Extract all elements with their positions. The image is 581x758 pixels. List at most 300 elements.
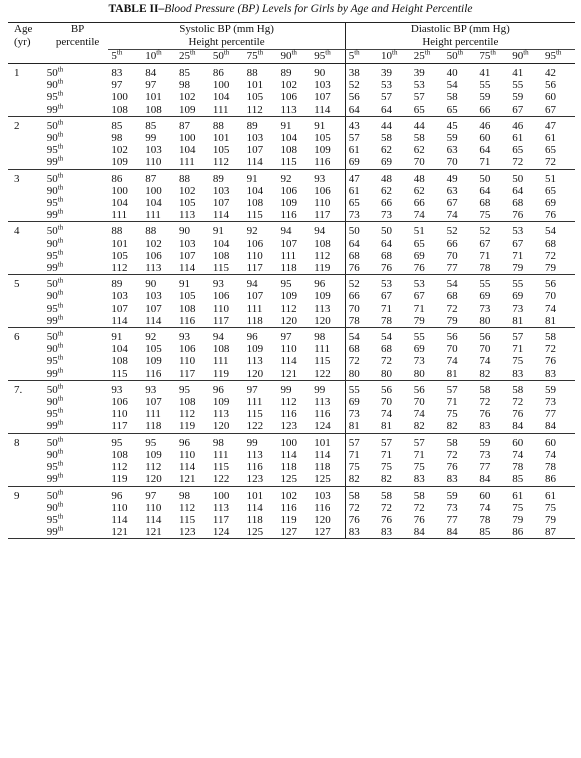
diastolic-value: 44: [413, 119, 425, 132]
systolic-value: 99: [280, 383, 292, 396]
diastolic-value: 71: [345, 449, 378, 461]
diastolic-value: 67: [542, 104, 575, 117]
diastolic-value: 54: [345, 328, 378, 344]
systolic-value: 94: [280, 225, 292, 238]
bp-percentile-cell-suffix: th: [57, 435, 64, 444]
table-row: [8, 197, 575, 209]
systolic-height-col-90-number: 90: [280, 50, 292, 62]
bp-percentile-cell-suffix: th: [57, 524, 64, 533]
bp-percentile-cell: [39, 461, 109, 473]
systolic-value: 108: [179, 396, 196, 409]
diastolic-value: 85: [476, 526, 509, 539]
diastolic-value: 62: [381, 144, 392, 157]
age-cell-blank: [8, 343, 39, 355]
systolic-value: 87: [145, 172, 157, 185]
table-row: [8, 290, 575, 302]
age-cell-blank: [8, 197, 39, 209]
age-cell: 4: [14, 225, 20, 238]
diastolic-value: 45: [446, 119, 458, 132]
systolic-value: 104: [212, 91, 230, 104]
systolic-value: 116: [280, 501, 297, 514]
systolic-value: 106: [179, 343, 196, 356]
diastolic-value: 57: [345, 433, 378, 449]
bp-percentile-cell: [39, 185, 109, 197]
bp-percentile-cell-suffix: th: [57, 512, 64, 521]
systolic-value: 96: [314, 278, 326, 291]
diastolic-value: 73: [413, 355, 425, 368]
diastolic-value: 78: [378, 315, 411, 328]
bp-percentile-cell: [39, 368, 109, 381]
bp-percentile-cell-suffix: th: [57, 406, 64, 415]
diastolic-value: 67: [509, 104, 542, 117]
bp-percentile-cell-number: 50: [46, 67, 58, 79]
diastolic-height-col-95-suffix: th: [555, 48, 562, 57]
diastolic-value: 84: [411, 526, 444, 539]
systolic-height-col-50-number: 50: [212, 50, 224, 62]
bp-percentile-cell-suffix: th: [57, 459, 64, 468]
systolic-value: 92: [280, 172, 292, 185]
systolic-value: 101: [246, 79, 264, 92]
systolic-value: 106: [246, 237, 264, 250]
table-row: [8, 368, 575, 381]
diastolic-value: 65: [411, 104, 444, 117]
diastolic-value: 67: [512, 237, 524, 250]
diastolic-value: 70: [479, 343, 491, 356]
diastolic-value: 69: [413, 249, 425, 262]
bp-percentile-cell-number: 90: [46, 237, 58, 250]
diastolic-value: 50: [381, 225, 392, 238]
systolic-value: 100: [179, 132, 196, 145]
systolic-value: 101: [111, 237, 128, 250]
systolic-value: 116: [246, 461, 263, 474]
systolic-height-col-5-number: 5: [111, 50, 117, 62]
systolic-value: 97: [280, 331, 292, 344]
diastolic-value: 70: [381, 396, 392, 409]
header-systolic: Systolic BP (mm Hg): [108, 23, 345, 37]
bp-percentile-cell-suffix: th: [57, 394, 64, 403]
systolic-value: 114: [280, 355, 297, 368]
diastolic-height-col-10-number: 10: [381, 50, 392, 62]
systolic-value: 114: [108, 315, 142, 328]
bp-percentile-cell-number: 90: [46, 79, 58, 92]
diastolic-value: 64: [479, 184, 491, 197]
bp-percentile-cell-number: 99: [46, 262, 58, 275]
systolic-value: 110: [280, 343, 297, 356]
systolic-value: 112: [145, 461, 162, 474]
age-cell-blank: [8, 473, 39, 486]
diastolic-value: 41: [512, 67, 524, 79]
diastolic-value: 83: [509, 368, 542, 381]
diastolic-value: 74: [413, 408, 425, 421]
diastolic-value: 85: [509, 473, 542, 486]
systolic-value: 91: [212, 225, 224, 238]
diastolic-value: 60: [512, 436, 524, 449]
diastolic-value: 72: [381, 501, 392, 514]
systolic-value: 112: [179, 501, 196, 514]
systolic-value: 108: [280, 144, 297, 157]
systolic-value: 111: [108, 209, 142, 222]
systolic-value: 113: [212, 408, 229, 421]
systolic-value: 118: [280, 461, 297, 474]
diastolic-value: 82: [444, 420, 477, 433]
diastolic-value: 51: [413, 225, 425, 238]
table-row: [8, 486, 575, 502]
diastolic-value: 60: [544, 436, 556, 449]
diastolic-value: 75: [446, 408, 458, 421]
diastolic-value: 65: [544, 184, 556, 197]
header-bp: BP: [39, 23, 109, 37]
systolic-value: 124: [311, 420, 345, 433]
diastolic-value: 79: [509, 262, 542, 275]
diastolic-value: 77: [446, 513, 458, 526]
bp-percentile-cell-suffix: th: [57, 418, 64, 427]
bp-percentile-cell-number: 99: [46, 103, 58, 116]
diastolic-height-col-10-suffix: th: [392, 48, 398, 57]
diastolic-value: 59: [512, 91, 524, 104]
diastolic-value: 60: [479, 132, 491, 145]
diastolic-value: 67: [479, 237, 491, 250]
systolic-value: 105: [111, 249, 128, 262]
systolic-value: 86: [212, 67, 224, 79]
diastolic-value: 84: [476, 473, 509, 486]
table-row: [8, 275, 575, 291]
diastolic-value: 55: [413, 331, 425, 344]
table-row: [8, 473, 575, 486]
systolic-value: 100: [212, 489, 230, 502]
systolic-value: 120: [142, 473, 176, 486]
systolic-value: 85: [179, 67, 191, 79]
systolic-height-col-95: [311, 50, 345, 64]
bp-percentile-cell: [39, 197, 109, 209]
systolic-value: 102: [280, 79, 297, 92]
diastolic-value: 80: [345, 368, 378, 381]
systolic-value: 104: [111, 197, 128, 210]
diastolic-value: 56: [345, 91, 378, 103]
systolic-value: 94: [212, 331, 224, 344]
systolic-value: 111: [280, 249, 297, 262]
header-diastolic-height: Height percentile: [345, 36, 575, 50]
bp-percentile-cell-suffix: th: [57, 500, 64, 509]
systolic-value: 114: [210, 209, 244, 222]
diastolic-value: 76: [413, 513, 425, 526]
bp-percentile-cell-number: 95: [46, 91, 58, 104]
bp-percentile-cell-suffix: th: [57, 207, 64, 216]
diastolic-value: 65: [544, 144, 556, 157]
systolic-value: 104: [212, 237, 230, 250]
systolic-value: 97: [145, 489, 157, 502]
header-blank: [8, 50, 39, 64]
diastolic-value: 78: [512, 461, 524, 474]
bp-percentile-cell: [39, 408, 109, 420]
diastolic-value: 58: [413, 132, 425, 145]
age-cell-blank: [8, 514, 39, 526]
systolic-value: 108: [179, 302, 196, 315]
systolic-value: 114: [314, 448, 331, 461]
diastolic-value: 58: [381, 489, 392, 502]
systolic-value: 88: [246, 67, 258, 79]
systolic-value: 93: [179, 331, 191, 344]
bp-percentile-cell-suffix: th: [57, 223, 64, 232]
systolic-value: 111: [142, 209, 176, 222]
age-cell-blank: [8, 449, 39, 461]
diastolic-value: 58: [512, 383, 524, 396]
systolic-value: 115: [246, 408, 263, 421]
diastolic-value: 47: [345, 169, 378, 185]
systolic-value: 121: [108, 526, 142, 539]
bp-percentile-cell-number: 50: [46, 119, 58, 132]
systolic-value: 103: [145, 144, 162, 157]
diastolic-height-col-75: [476, 50, 509, 64]
diastolic-value: 60: [479, 489, 491, 502]
diastolic-value: 84: [509, 420, 542, 433]
diastolic-value: 73: [512, 302, 524, 315]
diastolic-value: 50: [479, 172, 491, 185]
bp-percentile-cell-number: 95: [46, 461, 58, 474]
bp-percentile-cell-suffix: th: [57, 170, 64, 179]
bp-percentile-cell-number: 90: [46, 132, 58, 145]
systolic-height-col-95-number: 95: [314, 50, 326, 62]
diastolic-value: 60: [544, 91, 556, 104]
systolic-value: 113: [142, 262, 176, 275]
diastolic-value: 82: [411, 420, 444, 433]
systolic-value: 110: [314, 197, 331, 210]
systolic-value: 107: [145, 302, 162, 315]
systolic-value: 114: [142, 315, 176, 328]
bp-percentile-cell: [39, 328, 109, 344]
bp-percentile-cell-suffix: th: [57, 260, 64, 269]
table-row: [8, 169, 575, 185]
bp-percentile-cell-suffix: th: [57, 248, 64, 257]
header-blank: [39, 50, 109, 64]
diastolic-value: 75: [345, 461, 378, 473]
systolic-value: 110: [179, 448, 196, 461]
systolic-value: 104: [111, 343, 128, 356]
diastolic-value: 51: [544, 172, 556, 185]
diastolic-value: 55: [345, 380, 378, 396]
bp-percentile-cell-number: 50: [46, 489, 58, 502]
age-cell: 3: [14, 172, 20, 185]
diastolic-height-col-25-number: 25: [413, 50, 425, 62]
bp-percentile-cell-number: 99: [46, 156, 58, 169]
systolic-value: 87: [179, 119, 191, 132]
diastolic-value: 71: [381, 302, 392, 315]
diastolic-value: 58: [413, 489, 425, 502]
diastolic-value: 79: [512, 513, 524, 526]
bp-percentile-cell-number: 50: [46, 225, 58, 238]
diastolic-value: 72: [509, 156, 542, 169]
systolic-value: 101: [145, 91, 162, 104]
diastolic-value: 77: [444, 262, 477, 275]
systolic-value: 116: [277, 209, 311, 222]
systolic-value: 114: [280, 448, 297, 461]
diastolic-value: 84: [542, 420, 575, 433]
systolic-value: 95: [179, 383, 191, 396]
systolic-value: 104: [280, 132, 297, 145]
diastolic-value: 76: [381, 513, 392, 526]
bp-percentile-cell-suffix: th: [57, 288, 64, 297]
diastolic-value: 64: [345, 104, 378, 117]
systolic-value: 116: [314, 501, 331, 514]
systolic-height-col-50: [210, 50, 244, 64]
table-row: [8, 502, 575, 514]
systolic-value: 118: [277, 262, 311, 275]
bp-percentile-cell-suffix: th: [57, 89, 64, 98]
diastolic-value: 53: [512, 225, 524, 238]
diastolic-value: 55: [512, 79, 524, 92]
diastolic-value: 57: [381, 436, 392, 449]
diastolic-value: 69: [378, 156, 411, 169]
systolic-value: 94: [246, 278, 258, 291]
diastolic-value: 76: [378, 262, 411, 275]
age-cell-blank: [8, 144, 39, 156]
bp-percentile-cell-suffix: th: [57, 118, 64, 127]
diastolic-value: 74: [446, 355, 458, 368]
systolic-value: 103: [314, 489, 331, 502]
systolic-value: 117: [108, 420, 142, 433]
table-row: [8, 132, 575, 144]
diastolic-value: 81: [444, 368, 477, 381]
diastolic-value: 54: [446, 278, 458, 291]
diastolic-height-col-75-number: 75: [479, 50, 491, 62]
diastolic-height-col-75-suffix: th: [490, 48, 496, 57]
bp-percentile-cell-suffix: th: [57, 447, 64, 456]
diastolic-value: 75: [381, 461, 392, 474]
systolic-value: 98: [212, 436, 224, 449]
systolic-value: 115: [210, 262, 244, 275]
diastolic-value: 61: [512, 132, 524, 145]
age-cell-blank: [8, 209, 39, 222]
bp-percentile-cell: [39, 343, 109, 355]
diastolic-value: 76: [544, 355, 556, 368]
table-row: [8, 144, 575, 156]
systolic-value: 111: [314, 343, 330, 356]
diastolic-value: 61: [544, 132, 556, 145]
table-row: [8, 104, 575, 117]
table-row: [8, 209, 575, 222]
systolic-height-col-10-suffix: th: [156, 48, 162, 57]
systolic-value: 114: [145, 513, 162, 526]
diastolic-value: 64: [378, 104, 411, 117]
systolic-value: 110: [212, 302, 229, 315]
systolic-value: 105: [179, 290, 196, 303]
systolic-value: 121: [176, 473, 210, 486]
bp-percentile-cell-number: 95: [46, 197, 58, 210]
diastolic-value: 68: [479, 197, 491, 210]
systolic-value: 104: [179, 144, 196, 157]
systolic-value: 91: [314, 119, 326, 132]
header-systolic-height: Height percentile: [108, 36, 345, 50]
diastolic-height-col-5: [345, 50, 378, 64]
bp-percentile-cell: [39, 380, 109, 396]
systolic-value: 119: [176, 420, 210, 433]
diastolic-value: 41: [479, 67, 491, 79]
header-diastolic: Diastolic BP (mm Hg): [345, 23, 575, 37]
diastolic-value: 44: [381, 119, 392, 132]
bp-percentile-cell-suffix: th: [57, 301, 64, 309]
systolic-value: 108: [108, 104, 142, 117]
diastolic-value: 81: [542, 315, 575, 328]
systolic-value: 123: [277, 420, 311, 433]
diastolic-value: 56: [544, 79, 556, 92]
diastolic-value: 50: [345, 222, 378, 238]
diastolic-value: 76: [542, 209, 575, 222]
bp-percentile-cell-suffix: th: [57, 382, 64, 391]
systolic-value: 83: [111, 67, 123, 79]
age-cell-blank: [8, 396, 39, 408]
diastolic-value: 46: [512, 119, 524, 132]
systolic-value: 102: [145, 237, 162, 250]
diastolic-value: 73: [345, 209, 378, 222]
diastolic-value: 77: [544, 408, 556, 421]
table-row: [8, 91, 575, 103]
systolic-value: 120: [244, 368, 278, 381]
table-body: [8, 64, 575, 539]
diastolic-height-col-90-number: 90: [512, 50, 524, 62]
diastolic-value: 73: [479, 302, 491, 315]
systolic-value: 108: [111, 448, 128, 461]
diastolic-value: 65: [413, 237, 425, 250]
systolic-value: 124: [210, 526, 244, 539]
diastolic-value: 58: [345, 486, 378, 502]
bp-percentile-cell-number: 99: [46, 209, 58, 222]
diastolic-value: 81: [345, 420, 378, 433]
diastolic-value: 82: [378, 473, 411, 486]
age-cell: 1: [14, 67, 20, 79]
systolic-value: 107: [246, 144, 264, 157]
age-cell-blank: [8, 526, 39, 539]
systolic-value: 121: [142, 526, 176, 539]
systolic-value: 107: [179, 249, 196, 262]
bp-percentile-cell-suffix: th: [57, 366, 64, 375]
diastolic-value: 40: [446, 67, 458, 79]
bp-percentile-cell: [39, 262, 109, 275]
diastolic-value: 68: [512, 197, 524, 210]
diastolic-value: 58: [479, 383, 491, 396]
systolic-value: 99: [246, 436, 258, 449]
bp-percentile-cell: [39, 209, 109, 222]
systolic-value: 108: [212, 249, 230, 262]
diastolic-value: 75: [476, 209, 509, 222]
diastolic-value: 69: [413, 343, 425, 356]
systolic-value: 107: [314, 91, 331, 104]
diastolic-value: 59: [544, 383, 556, 396]
systolic-height-col-5: [108, 50, 142, 64]
diastolic-value: 65: [345, 197, 378, 209]
diastolic-value: 49: [446, 172, 458, 185]
diastolic-value: 72: [345, 355, 378, 367]
diastolic-value: 68: [345, 250, 378, 262]
bp-percentile-cell-number: 90: [46, 448, 58, 461]
diastolic-value: 42: [544, 67, 556, 79]
diastolic-value: 72: [446, 302, 458, 315]
systolic-value: 108: [246, 197, 264, 210]
systolic-value: 109: [314, 290, 331, 303]
diastolic-value: 70: [444, 156, 477, 169]
table-row: [8, 355, 575, 367]
systolic-value: 90: [145, 278, 157, 291]
diastolic-value: 66: [446, 237, 458, 250]
systolic-value: 110: [179, 355, 196, 368]
diastolic-value: 74: [544, 302, 556, 315]
age-cell-blank: [8, 290, 39, 302]
diastolic-value: 59: [446, 489, 458, 502]
systolic-height-col-75-number: 75: [246, 50, 258, 62]
bp-percentile-cell-number: 95: [46, 408, 58, 421]
systolic-value: 119: [210, 368, 244, 381]
table-title-lead: TABLE II–: [108, 3, 165, 15]
table-row: [8, 156, 575, 169]
diastolic-value: 76: [345, 262, 378, 275]
